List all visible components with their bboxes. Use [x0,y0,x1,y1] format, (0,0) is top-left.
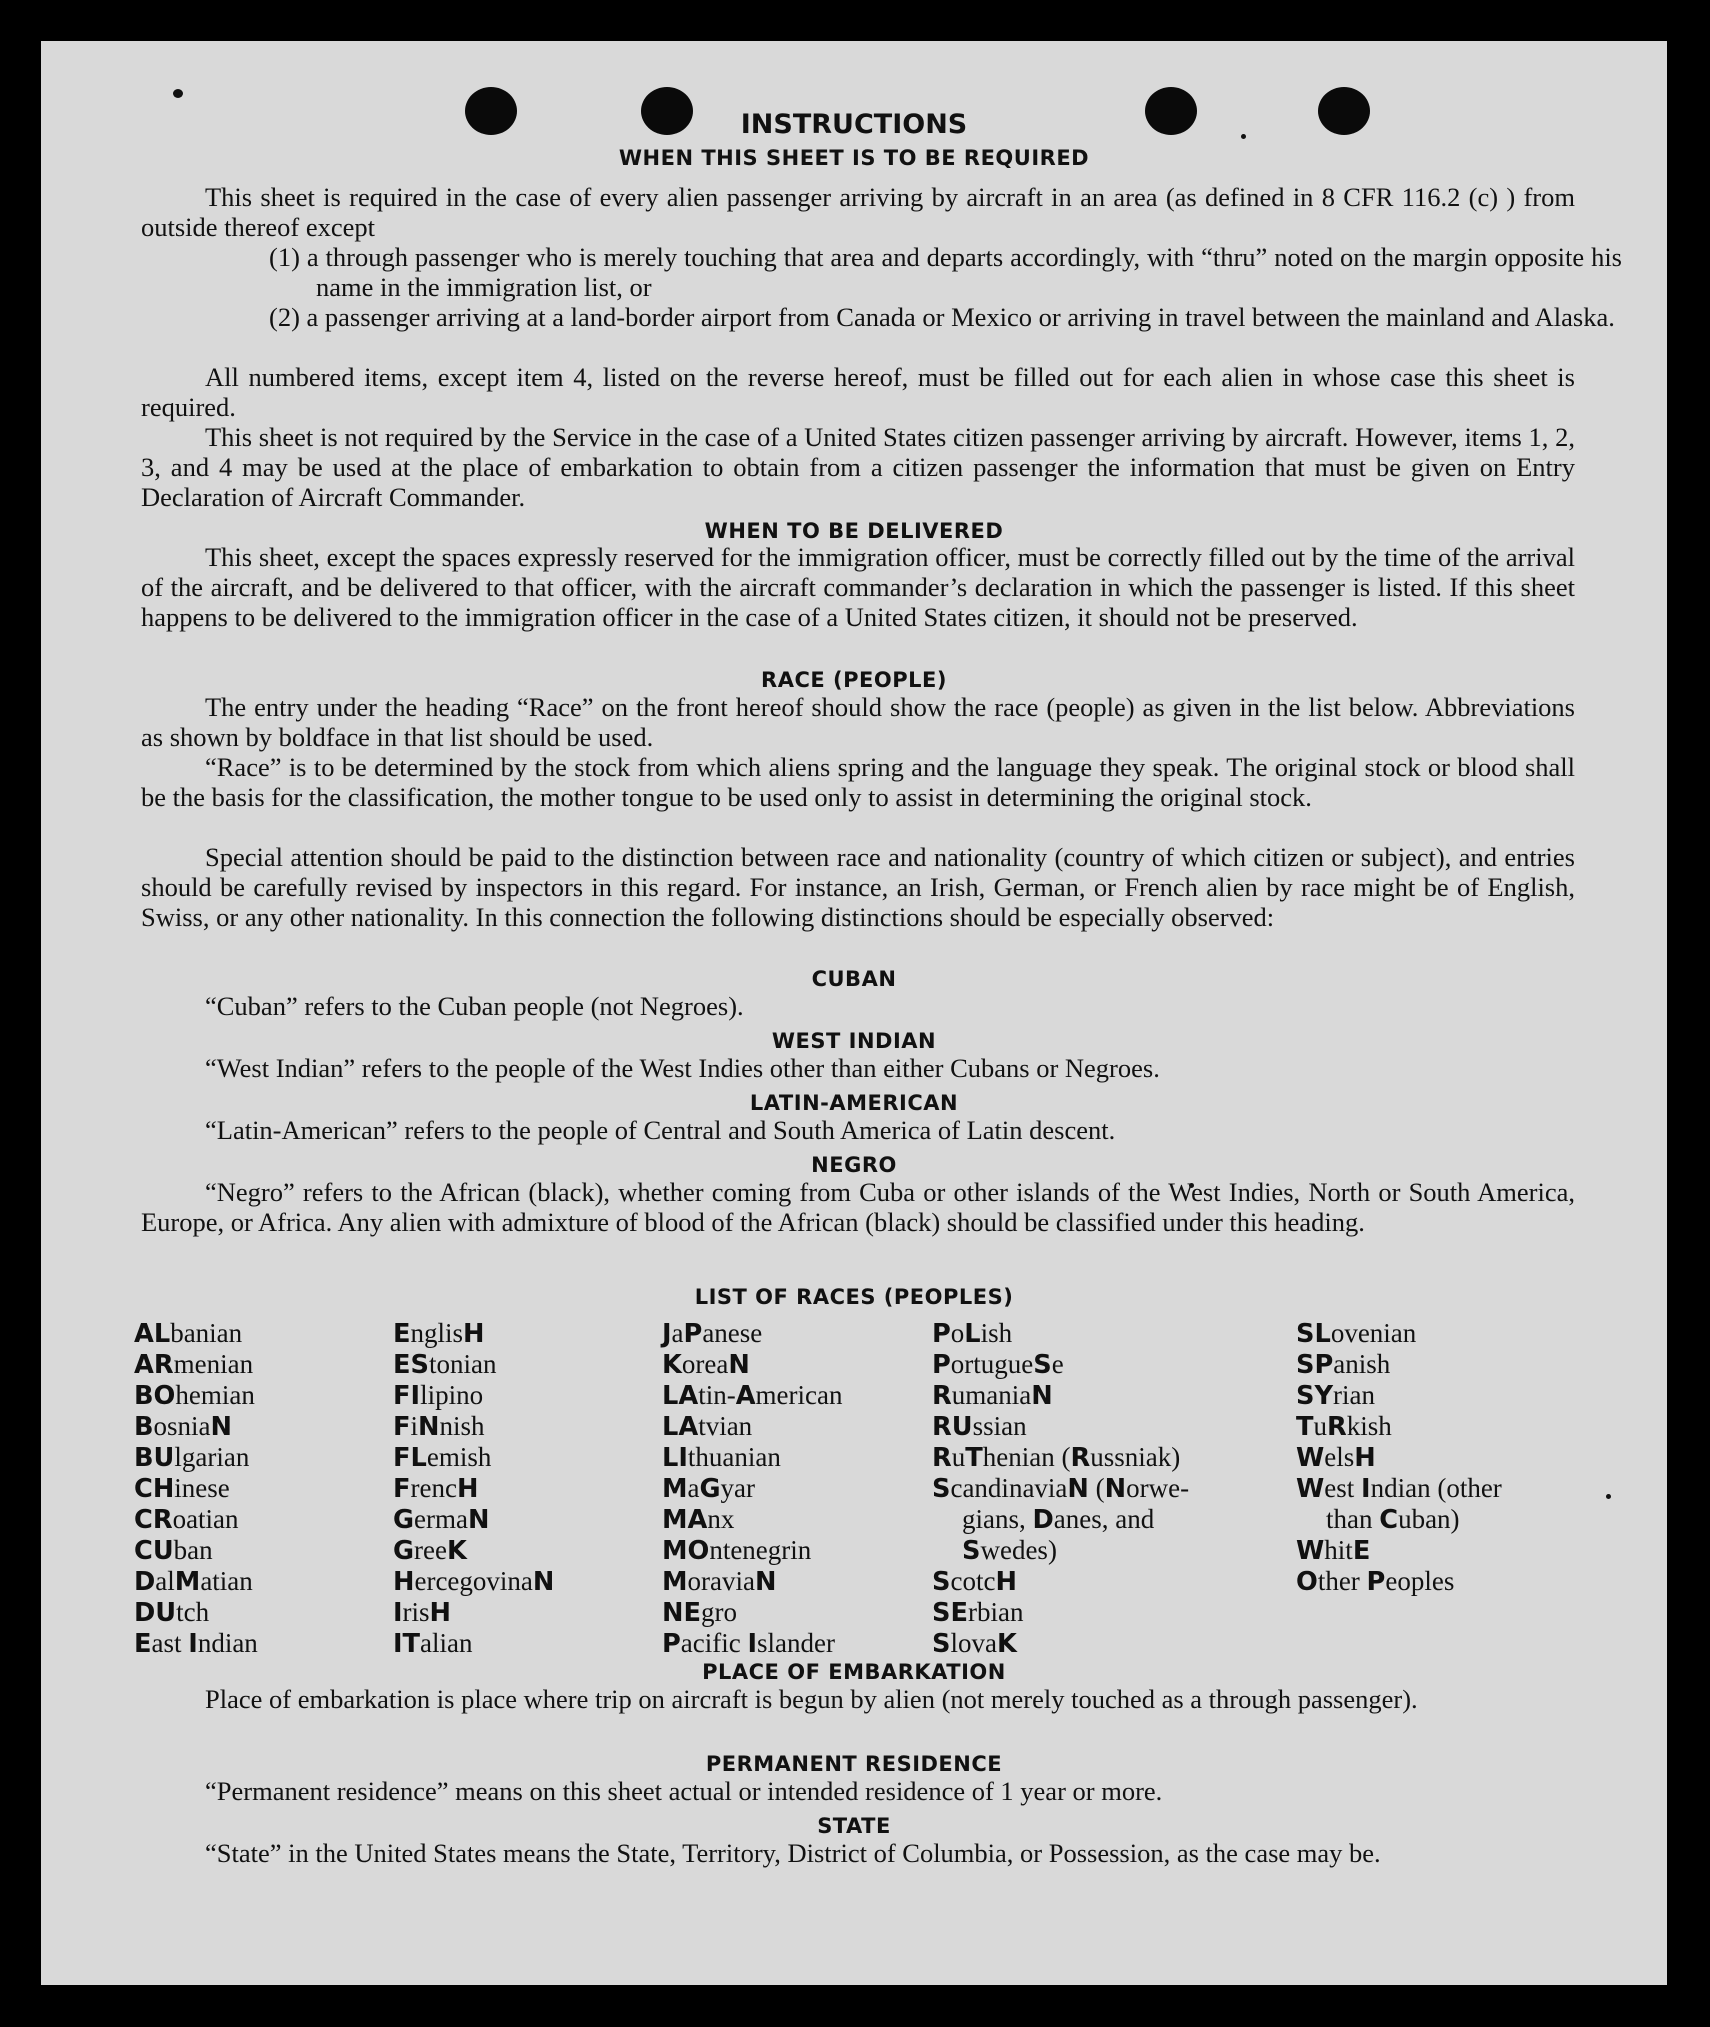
paragraph: “Permanent residence” means on this sheet actual or intended residence of 1 year or more. [205,1776,1163,1806]
race-entry: PortugueSe [932,1349,1064,1380]
race-entry: EStonian [393,1349,497,1380]
paragraph: “Cuban” refers to the Cuban people (not Negroes). [205,991,744,1021]
race-entry: WhitE [1296,1535,1371,1566]
paragraph: All numbered items, except item 4, listed on the reverse hereof, must be filled out for each alien in whose case this sheet is required. [141,362,1575,422]
race-entry: East Indian [134,1628,258,1659]
race-entry: LAtvian [662,1411,753,1442]
list-item: (2) a passenger arriving at a land-border airport from Canada or Mexico or arriving in travel between the mainland and Alaska. [269,302,1615,332]
race-entry: ScotcH [932,1566,1017,1597]
race-entry: JaPanese [662,1318,763,1349]
race-entry: BOhemian [134,1380,255,1411]
heading-race: RACE (PEOPLE) [761,668,947,692]
race-entry: SlovaK [932,1628,1017,1659]
race-entry: MOntenegrin [662,1535,812,1566]
heading-state: STATE [817,1814,891,1838]
paragraph: “Negro” refers to the African (black), whether coming from Cuba or other islands of the West Indies, North or South America, Europe, or Africa. Any alien with admixture of blood of the African (black) should be classified under this heading. [141,1177,1575,1237]
race-entry: GermaN [393,1504,490,1535]
paragraph: Place of embarkation is place where trip on aircraft is begun by alien (not merely touched as a through passenger). [205,1684,1418,1714]
race-column-4 [932,1318,1189,1659]
race-entry-continuation: Swedes) [962,1535,1057,1566]
race-entry: SErbian [932,1597,1024,1628]
race-entry: ITalian [393,1628,473,1659]
heading-when-required: WHEN THIS SHEET IS TO BE REQUIRED [618,146,1090,170]
race-entry: DUtch [134,1597,210,1628]
race-entry: FIlipino [393,1380,484,1411]
race-column-2 [393,1318,554,1659]
race-entry: MaGyar [662,1473,756,1504]
race-entry-continuation: than Cuban) [1326,1504,1460,1535]
paragraph: This sheet is not required by the Service in the case of a United States citizen passenger arriving by aircraft. However, items 1, 2, 3, and 4 may be used at the place of embarkation to obtain from a citizen passenger the information that must be given on Entry Declaration of Aircraft Commander. [141,422,1575,512]
race-entry: BosniaN [134,1411,233,1442]
race-entry: FLemish [393,1442,492,1473]
race-entry: ARmenian [134,1349,254,1380]
race-entry: RumaniaN [932,1380,1053,1411]
race-entry: LIthuanian [662,1442,781,1473]
paragraph: “Latin-American” refers to the people of Central and South America of Latin descent. [205,1115,1116,1145]
list-item: (1) a through passenger who is merely touching that area and departs accordingly, with “thru” noted on the margin opposite his name in the immigration list, or [269,242,1622,302]
ink-speck [1606,1494,1611,1499]
race-entry: CUban [134,1535,213,1566]
race-entry: Other Peoples [1296,1566,1455,1597]
race-entry: SLovenian [1296,1318,1417,1349]
heading-place-of-embarkation: PLACE OF EMBARKATION [702,1660,1006,1684]
heading-negro: NEGRO [811,1153,897,1177]
race-entry: ScandinaviaN (Norwe- [932,1473,1190,1504]
race-entry: HercegovinaN [393,1566,555,1597]
race-entry: WelsH [1296,1442,1376,1473]
race-entry: SYrian [1296,1380,1376,1411]
race-entry: CRoatian [134,1504,239,1535]
race-column-3 [662,1318,843,1659]
paragraph: “West Indian” refers to the people of the West Indies other than either Cubans or Negroes. [205,1053,1160,1083]
race-column-1 [134,1318,258,1659]
race-entry: IrisH [393,1597,452,1628]
race-entry: DalMatian [134,1566,253,1597]
paragraph: The entry under the heading “Race” on the front hereof should show the race (people) as given in the list below. Abbreviations as shown by boldface in that list should be used. [141,692,1575,752]
ink-speck [173,89,183,98]
paragraph: “Race” is to be determined by the stock from which aliens spring and the language they speak. The original stock or blood shall be the basis for the classification, the mother tongue to be used only to assist in determining the original stock. [141,752,1575,812]
race-entry: ALbanian [134,1318,243,1349]
race-entry: MoraviaN [662,1566,777,1597]
page-title: INSTRUCTIONS [740,109,968,140]
race-entry: TuRkish [1296,1411,1392,1442]
race-entry: Pacific Islander [662,1628,836,1659]
paragraph: Special attention should be paid to the distinction between race and nationality (country of which citizen or subject), and entries should be carefully revised by inspectors in this regard. For instance, an Irish, German, or French alien by race might be of English, Swiss, or any other nationality. In this connection the following distinctions should be especially observed: [141,842,1575,932]
race-entry: RuThenian (Russniak) [932,1442,1181,1473]
race-entry: FrencH [393,1473,479,1504]
race-entry: EnglisH [393,1318,485,1349]
paragraph: This sheet, except the spaces expressly reserved for the immigration officer, must be correctly filled out by the time of the arrival of the aircraft, and be delivered to that officer, with the aircraft commander’s declaration in which the passenger is listed. If this sheet happens to be delivered to the immigration officer in the case of a United States citizen, it should not be preserved. [141,542,1575,632]
heading-when-delivered: WHEN TO BE DELIVERED [704,519,1004,543]
document-sheet [41,41,1667,1985]
race-entry: MAnx [662,1504,735,1535]
heading-cuban: CUBAN [811,967,897,991]
race-entry: CHinese [134,1473,230,1504]
race-entry: NEgro [662,1597,737,1628]
race-entry: PoLish [932,1318,1013,1349]
race-entry: LAtin-American [662,1380,843,1411]
heading-list-of-races: LIST OF RACES (PEOPLES) [694,1285,1014,1309]
race-entry: SPanish [1296,1349,1391,1380]
paragraph: This sheet is required in the case of every alien passenger arriving by aircraft in an area (as defined in 8 CFR 116.2 (c) ) from outside thereof except [141,182,1575,242]
heading-west-indian: WEST INDIAN [771,1029,937,1053]
paragraph: “State” in the United States means the State, Territory, District of Columbia, or Possession, as the case may be. [205,1838,1381,1868]
heading-permanent-residence: PERMANENT RESIDENCE [705,1752,1003,1776]
race-entry: GreeK [393,1535,467,1566]
race-entry: FiNnish [393,1411,485,1442]
race-column-5 [1296,1318,1502,1597]
race-entry: West Indian (other [1296,1473,1502,1504]
race-entry-continuation: gians, Danes, and [962,1504,1155,1535]
race-entry: RUssian [932,1411,1027,1442]
race-entry: KoreaN [662,1349,750,1380]
heading-latin-american: LATIN-AMERICAN [749,1091,959,1115]
race-entry: BUlgarian [134,1442,250,1473]
